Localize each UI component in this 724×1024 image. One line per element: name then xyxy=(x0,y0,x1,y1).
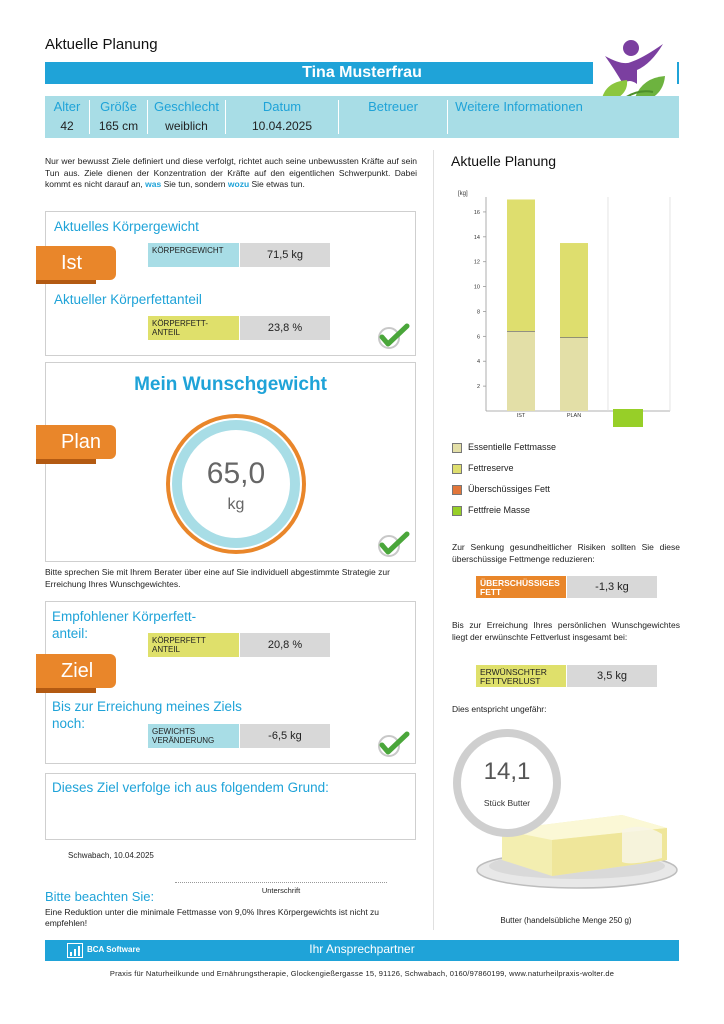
intro-text: Nur wer bewusst Ziele definiert und diese verfolgt, richtet auch seine unbewussten Kräfte auf sein Tun aus. Ziele dienen der Konzentration der Kräfte auf den eigentlichen Schwerpunkt. Dabei kommt es nicht darauf an, was Sie tun, sondern wozu Sie etwas tun. xyxy=(45,156,417,189)
ziel-fat-value: 20,8 % xyxy=(240,633,330,657)
ist-tag: Ist xyxy=(36,246,116,280)
place-date: Schwabach, 10.04.2025 xyxy=(68,851,154,860)
check-icon xyxy=(376,530,410,558)
signature-label: Unterschrift xyxy=(261,886,301,895)
loss-text: Bis zur Erreichung Ihres persönlichen Wunschgewichtes liegt der erwünschte Fettverlust insgesamt bei: xyxy=(452,620,680,642)
chart-tick-label: 10 xyxy=(473,284,480,291)
wish-weight-title: Mein Wunschgewicht xyxy=(134,374,327,395)
check-icon xyxy=(376,322,410,350)
info-more: Weitere Informationen xyxy=(455,99,583,114)
excess-fat-value: -1,3 kg xyxy=(567,576,657,598)
chart-bar xyxy=(560,338,588,411)
fat-label: KÖRPERFETT-ANTEIL xyxy=(148,316,239,340)
bca-software: BCA Software xyxy=(87,945,141,954)
contact-title: Ihr Ansprechpartner xyxy=(309,942,415,956)
fat-value: 23,8 % xyxy=(240,316,330,340)
fat-loss-value: 3,5 kg xyxy=(567,665,657,687)
remaining-title: Bis zur Erreichung meines Ziels noch: xyxy=(52,699,242,731)
butter-caption: Butter (handelsübliche Menge 250 g) xyxy=(500,916,632,925)
risk-text: Zur Senkung gesundheitlicher Risiken sollten Sie diese überschüssige Fettmenge reduzieren: xyxy=(452,542,680,564)
recommended-fat-title: Empfohlener Körperfett-anteil: xyxy=(52,609,197,641)
info-age: Alter 42 xyxy=(53,99,81,133)
butter-count-unit: Stück Butter xyxy=(483,798,531,808)
chart-bar-fat-free xyxy=(613,409,643,427)
right-title: Aktuelle Planung xyxy=(451,153,557,169)
plan-tag: Plan xyxy=(36,425,116,459)
ziel-fat-label: KÖRPERFETT ANTEIL xyxy=(148,633,239,657)
notice-title: Bitte beachten Sie: xyxy=(45,889,155,904)
reason-title: Dieses Ziel verfolge ich aus folgendem Grund: xyxy=(52,780,329,795)
footer-bar xyxy=(45,940,679,961)
page-title: Aktuelle Planung xyxy=(45,36,158,53)
wish-weight-value: 65,0 xyxy=(206,457,266,490)
weight-change-value: -6,5 kg xyxy=(240,724,330,748)
legend-item: Überschüssiges Fett xyxy=(452,484,556,505)
client-info-table xyxy=(45,96,679,138)
chart-tick-label: 16 xyxy=(473,209,480,216)
legend-item: Essentielle Fettmasse xyxy=(452,442,556,463)
plan-note: Bitte sprechen Sie mit Ihrem Berater über eine auf Sie individuell abgestimmte Strategie zur Erreichung Ihres Wunschgewichtes. xyxy=(45,567,390,589)
chart-tick-label: 6 xyxy=(476,334,480,341)
chart-bar xyxy=(560,243,588,338)
legend-item: Fettreserve xyxy=(452,463,556,484)
chart-category-label: PLAN xyxy=(566,413,582,419)
ziel-tag: Ziel xyxy=(36,654,116,688)
check-icon xyxy=(376,730,410,758)
info-gender: Geschlecht weiblich xyxy=(153,99,220,133)
current-fat-title: Aktueller Körperfettanteil xyxy=(54,292,202,307)
butter-count-value: 14,1 xyxy=(483,758,531,785)
wish-weight-unit: kg xyxy=(227,496,245,513)
fat-chart xyxy=(450,183,678,433)
chart-tick-label: 2 xyxy=(476,384,480,391)
footer-address: Praxis für Naturheilkunde und Ernährungstherapie, Glockengießergasse 15, 91126, Schwabach, 0160/97860199, www.naturheilpraxis-wolter.de xyxy=(109,969,615,978)
current-weight-title: Aktuelles Körpergewicht xyxy=(54,219,199,234)
chart-tick-label: 4 xyxy=(476,359,480,366)
weight-change-label: GEWICHTS VERÄNDERUNG xyxy=(148,724,239,748)
notice-text: Eine Reduktion unter die minimale Fettmasse von 9,0% Ihres Körpergewichts ist nicht zu empfehlen! xyxy=(45,907,380,928)
chart-category-label: IST xyxy=(516,413,526,419)
chart-legend xyxy=(452,442,556,526)
chart-bar xyxy=(507,199,535,331)
weight-label: KÖRPERGEWICHT xyxy=(148,243,239,267)
legend-item: Fettfreie Masse xyxy=(452,505,556,526)
equiv-text: Dies entspricht ungefähr: xyxy=(452,704,547,714)
info-date: Datum 10.04.2025 xyxy=(251,99,313,133)
weight-value: 71,5 kg xyxy=(240,243,330,267)
client-name-bar: Tina Musterfrau xyxy=(45,62,679,84)
chart-tick-label: 8 xyxy=(476,309,480,316)
excess-fat-label: ÜBERSCHÜSSIGES FETT xyxy=(476,576,566,598)
chart-tick-label: 14 xyxy=(473,234,480,241)
chart-bar xyxy=(507,331,535,411)
chart-ylabel: [kg] xyxy=(458,191,468,197)
fat-loss-label: ERWÜNSCHTER FETTVERLUST xyxy=(476,665,566,687)
chart-tick-label: 12 xyxy=(473,259,480,266)
info-height: Größe 165 cm xyxy=(98,99,139,133)
info-advisor: Betreuer xyxy=(368,99,418,114)
